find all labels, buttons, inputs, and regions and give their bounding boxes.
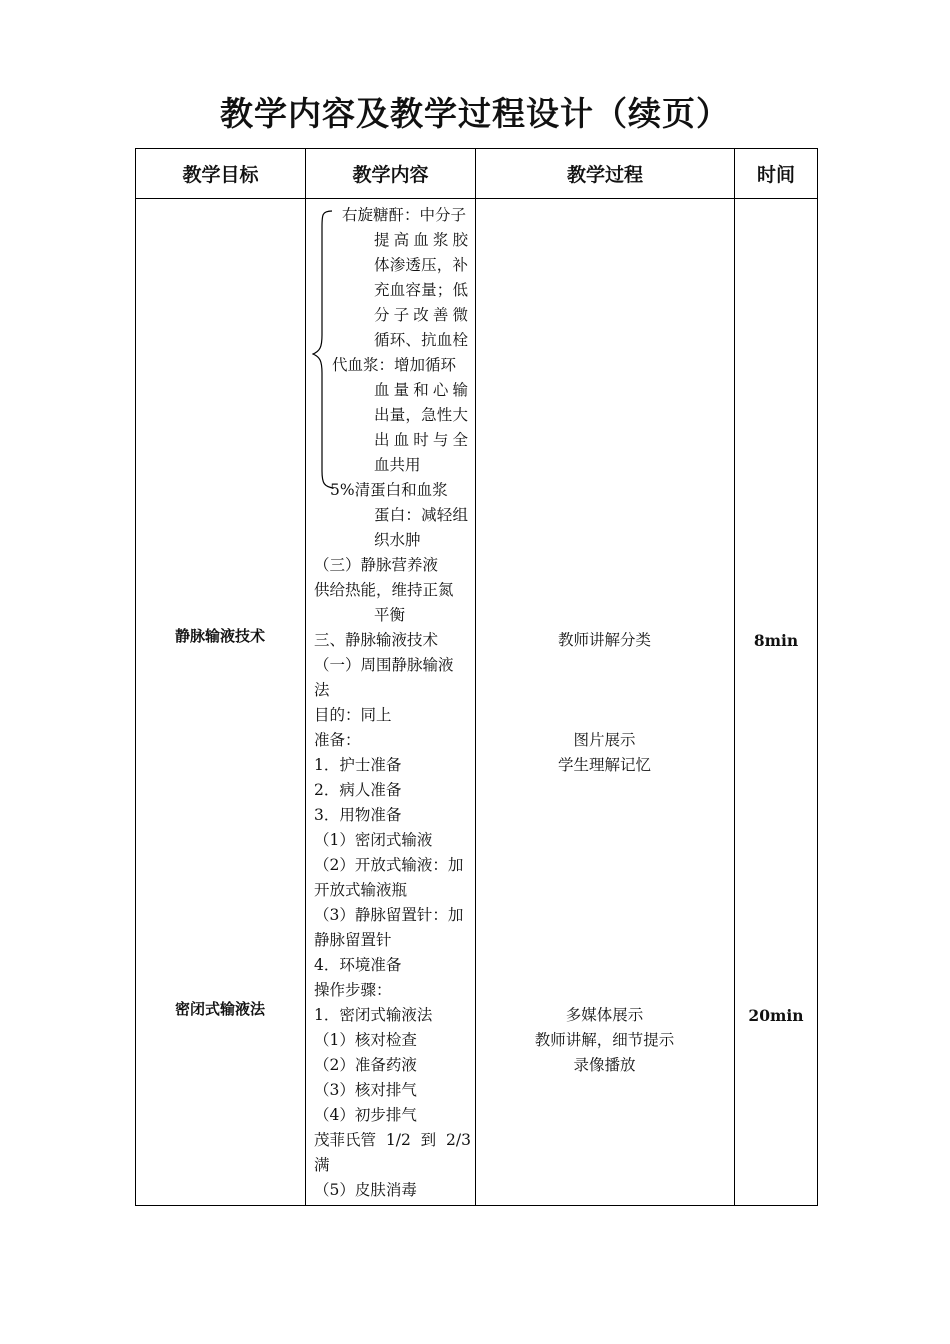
content-line: 3．用物准备 bbox=[314, 806, 402, 824]
content-line: 循环、抗血栓 bbox=[374, 331, 468, 349]
content-line: 开放式输液瓶 bbox=[314, 881, 408, 899]
content-line: 出血时与全 bbox=[374, 431, 468, 449]
content-line: 1．护士准备 bbox=[314, 756, 402, 774]
header-row bbox=[136, 149, 818, 199]
process-line: 学生理解记忆 bbox=[557, 756, 651, 774]
content-line: （1）密闭式输液 bbox=[314, 831, 433, 849]
content-line: （2）准备药液 bbox=[314, 1056, 417, 1074]
content-line: 充血容量；低 bbox=[374, 281, 468, 299]
content-line: （3）静脉留置针：加 bbox=[314, 906, 464, 924]
process-line: 录像播放 bbox=[573, 1056, 636, 1074]
goal-closed-infusion: 密闭式输液法 bbox=[174, 1000, 265, 1018]
content-line: 满 bbox=[314, 1156, 330, 1174]
process-line: 图片展示 bbox=[573, 731, 636, 749]
content-line: 4．环境准备 bbox=[314, 956, 402, 974]
curly-brace-icon bbox=[312, 209, 334, 489]
body-row bbox=[136, 199, 818, 1206]
content-line: 供给热能，维持正氮 bbox=[314, 581, 454, 599]
header-goal: 教学目标 bbox=[136, 149, 306, 199]
page-title: 教学内容及教学过程设计（续页） bbox=[220, 94, 730, 133]
content-line: 法 bbox=[314, 681, 330, 699]
process-line: 教师讲解分类 bbox=[557, 631, 651, 649]
time-cell bbox=[735, 199, 818, 1206]
dextran-label: 右旋糖酐：中分子 bbox=[342, 206, 467, 224]
content-line: 平衡 bbox=[374, 606, 406, 624]
content-line: 织水肿 bbox=[374, 531, 421, 549]
content-line: 血量和心输 bbox=[374, 381, 468, 399]
goal-cell bbox=[136, 199, 306, 1206]
content-line: 体渗透压，补 bbox=[374, 256, 468, 274]
header-process: 教学过程 bbox=[476, 149, 735, 199]
content-line: 蛋白：减轻组 bbox=[374, 506, 468, 524]
process-line: 多媒体展示 bbox=[565, 1006, 644, 1024]
content-line: 茂菲氏管 1/2 到 2/3 bbox=[314, 1131, 471, 1149]
lesson-table bbox=[135, 148, 818, 1206]
process-cell bbox=[476, 199, 735, 1206]
goal-iv-technique: 静脉输液技术 bbox=[174, 627, 265, 645]
header-content: 教学内容 bbox=[306, 149, 476, 199]
content-line: （三）静脉营养液 bbox=[314, 556, 439, 574]
content-line: 出量，急性大 bbox=[374, 406, 468, 424]
content-line: 提高血浆胶 bbox=[374, 231, 468, 249]
content-line: （2）开放式输液：加 bbox=[314, 856, 464, 874]
content-line: 三、静脉输液技术 bbox=[314, 631, 439, 649]
albumin-label: 5%清蛋白和血浆 bbox=[330, 481, 448, 499]
content-line: （1）核对检查 bbox=[314, 1031, 417, 1049]
content-line: （一）周围静脉输液 bbox=[314, 656, 454, 674]
content-line: （5）皮肤消毒 bbox=[314, 1181, 417, 1199]
content-line: 操作步骤： bbox=[314, 981, 392, 999]
header-time: 时间 bbox=[735, 149, 818, 199]
time-value: 8min bbox=[753, 631, 799, 650]
time-value: 20min bbox=[748, 1006, 804, 1025]
content-line: 分子改善微 bbox=[374, 306, 468, 324]
content-line: 准备： bbox=[314, 731, 361, 749]
content-line: 目的：同上 bbox=[314, 706, 392, 724]
content-line: 血共用 bbox=[374, 456, 421, 474]
plasma-substitute-label: 代血浆：增加循环 bbox=[332, 356, 457, 374]
content-line: 静脉留置针 bbox=[314, 931, 392, 949]
content-line: 2．病人准备 bbox=[314, 781, 402, 799]
content-line: 1．密闭式输液法 bbox=[314, 1006, 433, 1024]
content-line: （4）初步排气 bbox=[314, 1106, 417, 1124]
process-line: 教师讲解，细节提示 bbox=[534, 1031, 675, 1049]
content-cell bbox=[306, 199, 476, 1206]
content-line: （3）核对排气 bbox=[314, 1081, 417, 1099]
